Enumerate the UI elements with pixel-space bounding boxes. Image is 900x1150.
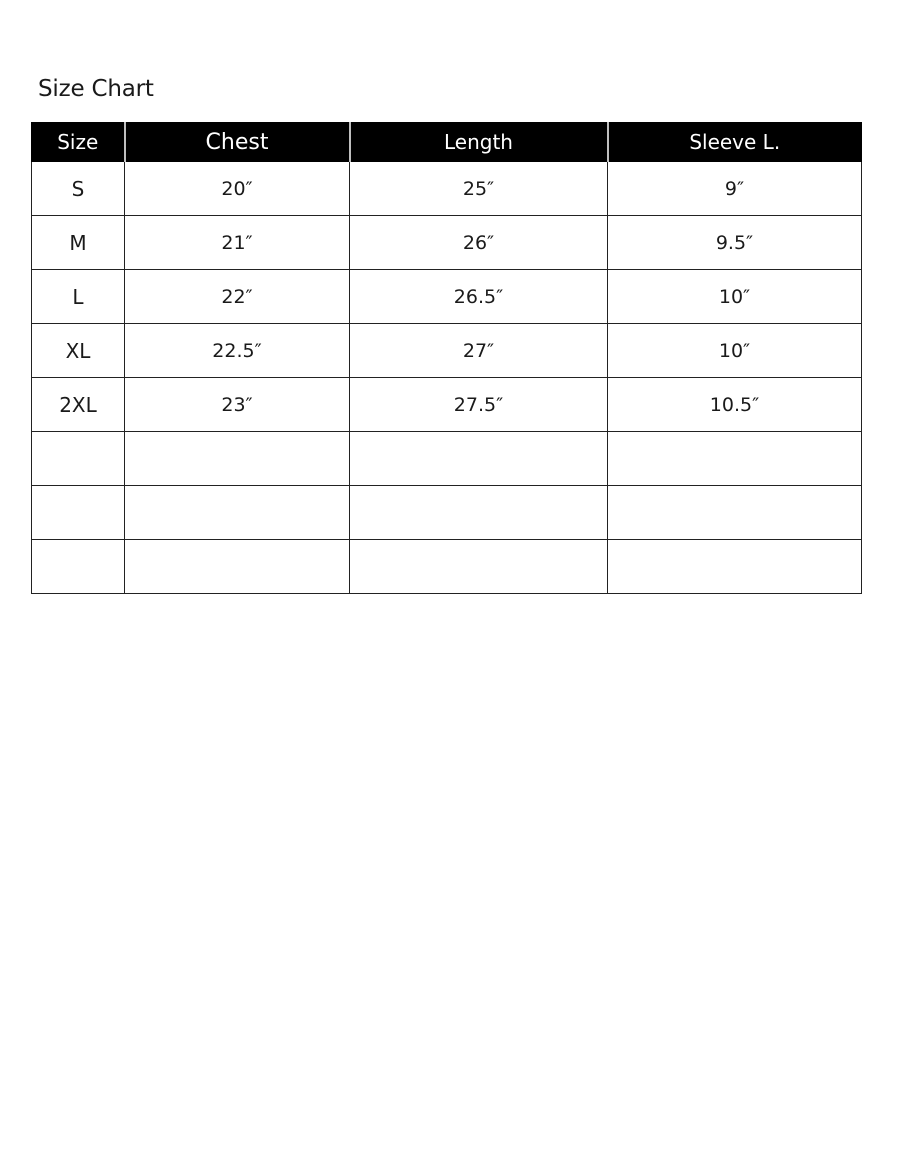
chest-cell: 20″ — [125, 162, 350, 216]
chest-cell: 23″ — [125, 378, 350, 432]
chest-cell: 22″ — [125, 270, 350, 324]
sleeve-cell: 10.5″ — [608, 378, 862, 432]
table-row-empty — [32, 540, 862, 594]
table-row — [32, 162, 862, 216]
header-chest: Chest — [125, 123, 350, 162]
header-size: Size — [32, 123, 125, 162]
size-cell: XL — [32, 324, 125, 378]
size-cell — [32, 432, 125, 486]
sleeve-cell: 10″ — [608, 324, 862, 378]
sleeve-cell: 9″ — [608, 162, 862, 216]
chest-cell — [125, 432, 350, 486]
size-cell: M — [32, 216, 125, 270]
length-cell — [350, 540, 608, 594]
table-row — [32, 270, 862, 324]
size-cell: 2XL — [32, 378, 125, 432]
page-title: Size Chart — [38, 76, 154, 102]
size-cell — [32, 486, 125, 540]
header-sleeve-length: Sleeve L. — [608, 123, 862, 162]
length-cell — [350, 432, 608, 486]
sleeve-cell — [608, 486, 862, 540]
chest-cell: 21″ — [125, 216, 350, 270]
length-cell: 25″ — [350, 162, 608, 216]
header-length: Length — [350, 123, 608, 162]
sleeve-cell — [608, 432, 862, 486]
chest-cell — [125, 486, 350, 540]
table-row — [32, 216, 862, 270]
size-cell: L — [32, 270, 125, 324]
table-row-empty — [32, 486, 862, 540]
table-row-empty — [32, 432, 862, 486]
table-header-row — [32, 123, 862, 162]
size-cell — [32, 540, 125, 594]
length-cell: 27″ — [350, 324, 608, 378]
length-cell: 26.5″ — [350, 270, 608, 324]
size-chart-table — [31, 122, 862, 594]
length-cell: 26″ — [350, 216, 608, 270]
sleeve-cell: 9.5″ — [608, 216, 862, 270]
chest-cell: 22.5″ — [125, 324, 350, 378]
table-row — [32, 378, 862, 432]
length-cell — [350, 486, 608, 540]
size-cell: S — [32, 162, 125, 216]
length-cell: 27.5″ — [350, 378, 608, 432]
chest-cell — [125, 540, 350, 594]
sleeve-cell — [608, 540, 862, 594]
table-row — [32, 324, 862, 378]
sleeve-cell: 10″ — [608, 270, 862, 324]
